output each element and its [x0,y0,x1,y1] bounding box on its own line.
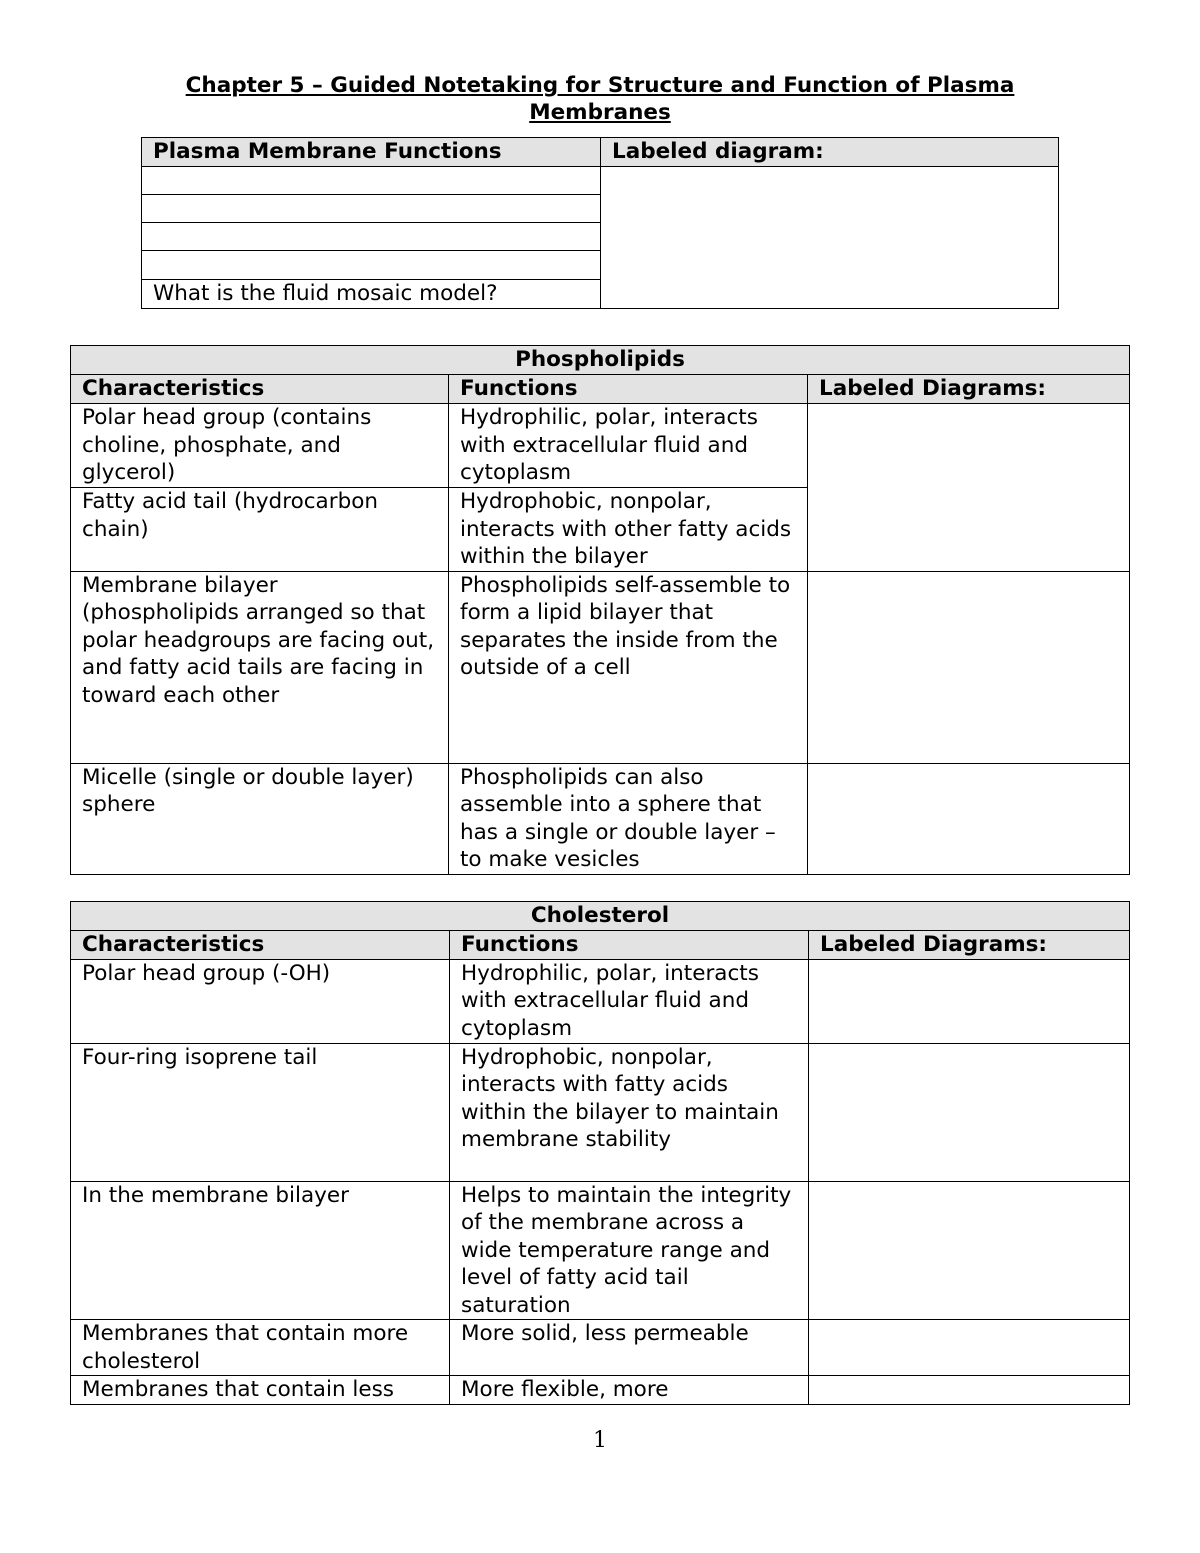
diagram-blank [809,1043,1130,1181]
functions-header: Plasma Membrane Functions [142,138,601,167]
title-line-1: Chapter 5 – Guided Notetaking for Structure and Function of Plasma [185,73,1015,98]
functions-header: Functions [450,931,809,960]
function-blank-3 [142,223,601,251]
table-row-function: More solid, less permeable [450,1320,809,1376]
title-line-2: Membranes [529,100,671,125]
table-row-characteristic: Membrane bilayer (phospholipids arranged so that polar headgroups are facing out, and fatty acid tails are facing in toward each other [71,571,449,763]
table-row-characteristic: Membranes that contain more cholesterol [71,1320,450,1376]
table-row-function: Hydrophobic, nonpolar, interacts with other fatty acids within the bilayer [449,488,808,572]
table-row-function: Phospholipids self-assemble to form a lipid bilayer that separates the inside from the outside of a cell [449,571,808,763]
table-row-characteristic: Polar head group (contains choline, phosphate, and glycerol) [71,404,449,488]
labeled-diagram-header: Labeled diagram: [601,138,1059,167]
table-row-characteristic: Fatty acid tail (hydrocarbon chain) [71,488,449,572]
fluid-mosaic-question: What is the fluid mosaic model? [142,280,601,309]
table-row-function: Hydrophilic, polar, interacts with extracellular fluid and cytoplasm [449,404,808,488]
table-row-characteristic: Micelle (single or double layer) sphere [71,763,449,874]
table-row-function: Helps to maintain the integrity of the membrane across a wide temperature range and level of fatty acid tail saturation [450,1181,809,1320]
phospholipids-table [70,345,1130,875]
diagram-blank [809,1181,1130,1320]
table-row-characteristic: Membranes that contain less [71,1376,450,1405]
document-title [100,72,1100,126]
diagram-blank [809,1376,1130,1405]
characteristics-header: Characteristics [71,375,449,404]
function-blank-1 [142,167,601,195]
phospholipids-title: Phospholipids [71,346,1130,375]
diagram-blank [809,1320,1130,1376]
function-blank-4 [142,251,601,280]
cholesterol-title: Cholesterol [71,902,1130,931]
functions-header: Functions [449,375,808,404]
table-row-function: More flexible, more [450,1376,809,1405]
labeled-diagrams-header: Labeled Diagrams: [808,375,1130,404]
diagram-blank [808,763,1130,874]
cholesterol-table [70,901,1130,1405]
diagram-blank [808,571,1130,763]
table-row-function: Hydrophobic, nonpolar, interacts with fatty acids within the bilayer to maintain membrane stability [450,1043,809,1181]
function-blank-2 [142,195,601,223]
table-row-characteristic: In the membrane bilayer [71,1181,450,1320]
table-row-function: Phospholipids can also assemble into a sphere that has a single or double layer – to make vesicles [449,763,808,874]
diagram-blank [809,959,1130,1043]
plasma-membrane-functions-table [141,137,1059,309]
page-number: 1 [593,1428,607,1453]
labeled-diagrams-header: Labeled Diagrams: [809,931,1130,960]
characteristics-header: Characteristics [71,931,450,960]
diagram-blank [808,404,1130,572]
table-row-function: Hydrophilic, polar, interacts with extracellular fluid and cytoplasm [450,959,809,1043]
labeled-diagram-blank [601,167,1059,309]
table-row-characteristic: Polar head group (-OH) [71,959,450,1043]
table-row-characteristic: Four-ring isoprene tail [71,1043,450,1181]
